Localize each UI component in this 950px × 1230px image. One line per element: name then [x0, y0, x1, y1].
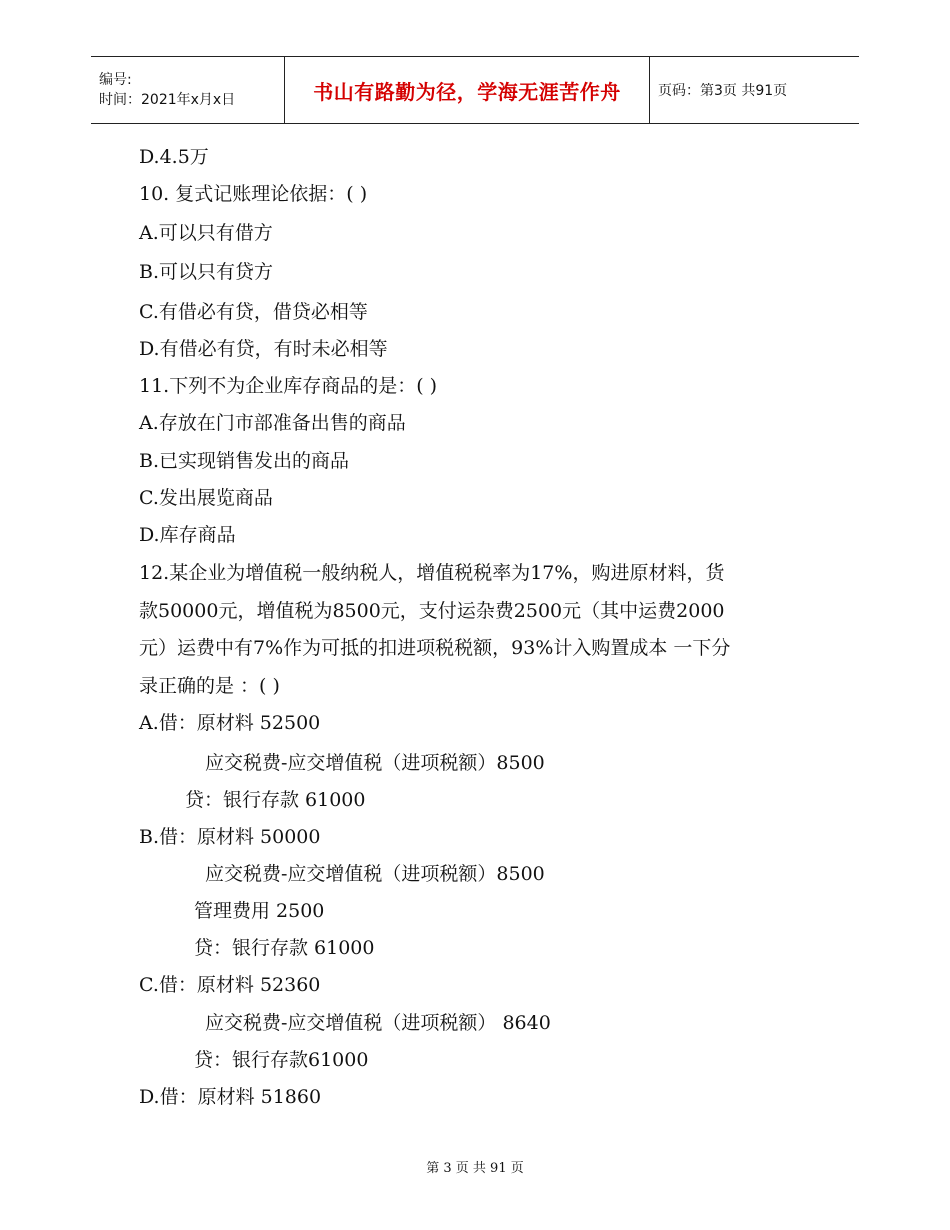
entry-line: 贷：银行存款 61000	[194, 937, 375, 959]
entry-line: 应交税费-应交增值税（进项税额） 8640	[205, 1012, 551, 1034]
header-time-label: 时间：2021年x月x日	[99, 92, 236, 108]
header-motto: 书山有路勤为径，学海无涯苦作舟	[313, 79, 621, 104]
entry-line: 应交税费-应交增值税（进项税额）8500	[205, 752, 545, 774]
option-line: A.可以只有借方	[139, 222, 273, 244]
option-line: A.存放在门市部准备出售的商品	[139, 412, 406, 434]
option-line: C.有借必有贷，借贷必相等	[139, 301, 368, 323]
option-line: B.可以只有贷方	[139, 261, 274, 283]
option-line: C.借：原材料 52360	[139, 974, 321, 996]
question-line: 款50000元，增值税为8500元，支付运杂费2500元（其中运费2000	[139, 600, 725, 622]
page-footer	[0, 1157, 950, 1176]
option-line: D.借：原材料 51860	[139, 1086, 322, 1108]
question-line: 10. 复式记账理论依据：( )	[139, 183, 368, 205]
footer-page-number: 第 3 页 共 91 页	[426, 1161, 524, 1176]
option-line: B.借：原材料 50000	[139, 826, 321, 848]
question-line: 12.某企业为增值税一般纳税人，增值税税率为17%，购进原材料，货	[139, 562, 725, 584]
entry-line: 贷：银行存款61000	[194, 1049, 369, 1071]
entry-line: 贷：银行存款 61000	[185, 789, 366, 811]
header-code-label: 编号:	[99, 72, 132, 88]
entry-line: 应交税费-应交增值税（进项税额）8500	[205, 863, 545, 885]
option-line: D.4.5万	[139, 146, 209, 168]
entry-line: 管理费用 2500	[194, 900, 325, 922]
question-line: 11.下列不为企业库存商品的是：( )	[139, 375, 438, 397]
question-line: 元）运费中有7%作为可抵的扣进项税税额，93%计入购置成本 一下分	[139, 637, 731, 659]
option-line: B.已实现销售发出的商品	[139, 450, 350, 472]
header-page-info: 页码：第3页 共91页	[658, 83, 788, 99]
question-line: 录正确的是 ：( )	[139, 675, 280, 697]
option-line: D.有借必有贷，有时未必相等	[139, 338, 388, 360]
option-line: A.借：原材料 52500	[139, 712, 321, 734]
option-line: C.发出展览商品	[139, 487, 273, 509]
option-line: D.库存商品	[139, 524, 236, 546]
